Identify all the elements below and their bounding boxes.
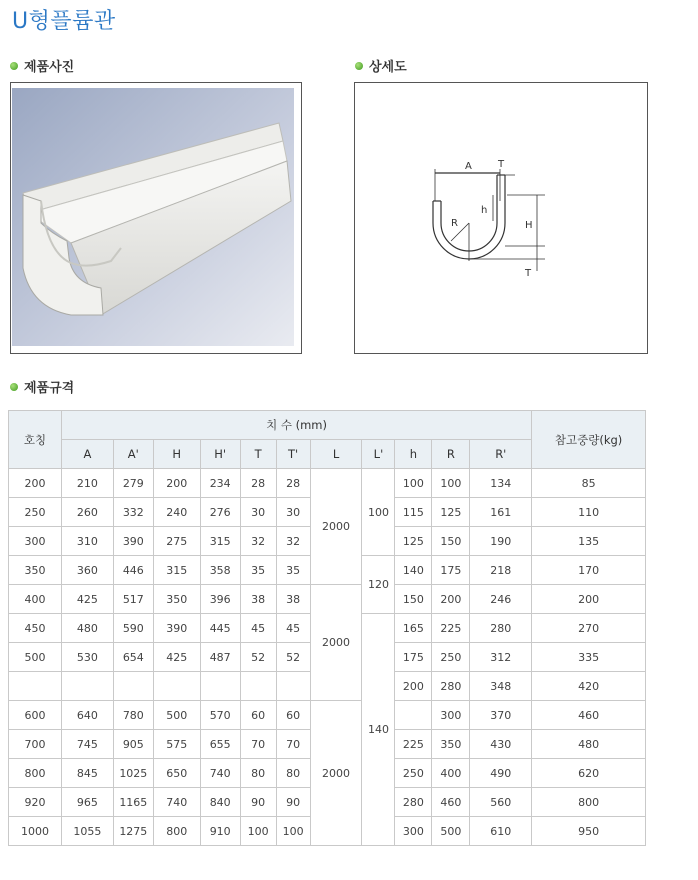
cell-nominal: 450 [9, 614, 62, 643]
cell-r: 100 [432, 469, 470, 498]
cell-h-prime: 655 [200, 730, 240, 759]
cell-h-prime: 487 [200, 643, 240, 672]
cell-t-prime: 32 [276, 527, 310, 556]
cell-h: 315 [153, 556, 200, 585]
cell-nominal: 400 [9, 585, 62, 614]
cell-r: 280 [432, 672, 470, 701]
header-a-prime: A' [113, 440, 153, 469]
cell-t-prime: 45 [276, 614, 310, 643]
page-title: U형플륨관 [12, 9, 116, 34]
cell-l-merged: 2000 [310, 701, 362, 846]
cell-nominal: 300 [9, 527, 62, 556]
cell-t: 52 [240, 643, 276, 672]
cell-weight: 170 [532, 556, 646, 585]
cell-t: 80 [240, 759, 276, 788]
cell-t-prime: 60 [276, 701, 310, 730]
diagram-label-h-small: h [481, 205, 488, 216]
cell-h-small: 165 [395, 614, 432, 643]
cell-t: 45 [240, 614, 276, 643]
cell-r-prime: 430 [470, 730, 532, 759]
cell-t: 35 [240, 556, 276, 585]
cell-t-prime: 80 [276, 759, 310, 788]
cell-nominal: 200 [9, 469, 62, 498]
bullet-icon [10, 383, 18, 391]
cell-h-small: 200 [395, 672, 432, 701]
cell-r-prime: 134 [470, 469, 532, 498]
cell-t-prime [276, 672, 310, 701]
cell-r-prime: 280 [470, 614, 532, 643]
cell-r: 300 [432, 701, 470, 730]
header-h-small: h [395, 440, 432, 469]
cell-a-prime: 780 [113, 701, 153, 730]
header-t-prime: T' [276, 440, 310, 469]
cell-t [240, 672, 276, 701]
cell-nominal: 700 [9, 730, 62, 759]
cell-weight: 460 [532, 701, 646, 730]
cell-h-small: 250 [395, 759, 432, 788]
cell-a-prime: 1165 [113, 788, 153, 817]
cell-weight: 85 [532, 469, 646, 498]
cell-weight: 110 [532, 498, 646, 527]
cell-h: 350 [153, 585, 200, 614]
cell-h-small: 100 [395, 469, 432, 498]
section-heading-spec [10, 377, 74, 396]
bullet-icon [355, 62, 363, 70]
header-r-prime: R' [470, 440, 532, 469]
section-heading-detail [355, 56, 407, 75]
cell-a [61, 672, 113, 701]
cell-l-merged: 2000 [310, 469, 362, 585]
cell-l-prime-merged: 120 [362, 556, 395, 614]
cell-a-prime: 390 [113, 527, 153, 556]
cell-h-small: 125 [395, 527, 432, 556]
cell-a-prime: 1275 [113, 817, 153, 846]
cell-r: 460 [432, 788, 470, 817]
product-photo-frame [10, 82, 302, 354]
cell-nominal: 1000 [9, 817, 62, 846]
header-weight: 참고중량(kg) [532, 411, 646, 469]
cell-r: 150 [432, 527, 470, 556]
header-dimensions: 치 수 (mm) [61, 411, 531, 440]
cell-nominal: 250 [9, 498, 62, 527]
cell-h: 800 [153, 817, 200, 846]
cell-r: 225 [432, 614, 470, 643]
cell-t: 30 [240, 498, 276, 527]
cell-h-small: 150 [395, 585, 432, 614]
cell-a-prime: 332 [113, 498, 153, 527]
cell-t-prime: 38 [276, 585, 310, 614]
cell-h-small: 115 [395, 498, 432, 527]
cell-h-prime: 910 [200, 817, 240, 846]
cell-r-prime: 348 [470, 672, 532, 701]
cell-a: 480 [61, 614, 113, 643]
section-heading-photo [10, 56, 74, 75]
diagram-label-t-bottom: T [525, 268, 532, 279]
cell-t-prime: 52 [276, 643, 310, 672]
cell-weight: 420 [532, 672, 646, 701]
cell-h-small: 140 [395, 556, 432, 585]
cell-a: 425 [61, 585, 113, 614]
cell-a: 530 [61, 643, 113, 672]
cell-h-small: 300 [395, 817, 432, 846]
cell-nominal: 350 [9, 556, 62, 585]
cell-t: 38 [240, 585, 276, 614]
cell-l-prime-merged: 100 [362, 469, 395, 556]
cell-l-prime-merged: 140 [362, 614, 395, 846]
diagram-label-a: A [465, 161, 472, 172]
cell-a: 965 [61, 788, 113, 817]
header-l-prime: L' [362, 440, 395, 469]
cell-weight: 335 [532, 643, 646, 672]
cell-h: 425 [153, 643, 200, 672]
cell-h: 275 [153, 527, 200, 556]
cell-h-prime: 396 [200, 585, 240, 614]
cell-weight: 480 [532, 730, 646, 759]
cell-r: 350 [432, 730, 470, 759]
cell-weight: 800 [532, 788, 646, 817]
diagram-label-t-top: T [498, 159, 505, 170]
cell-weight: 620 [532, 759, 646, 788]
cell-h-prime: 276 [200, 498, 240, 527]
cell-a-prime: 905 [113, 730, 153, 759]
cell-r-prime: 490 [470, 759, 532, 788]
cell-nominal [9, 672, 62, 701]
spec-table [8, 410, 646, 846]
header-nominal: 호칭 [9, 411, 62, 469]
cell-h-prime: 570 [200, 701, 240, 730]
table-row [9, 701, 646, 730]
cell-r: 400 [432, 759, 470, 788]
header-h: H [153, 440, 200, 469]
cell-h-small: 280 [395, 788, 432, 817]
cell-h-small: 225 [395, 730, 432, 759]
cell-h-small: 175 [395, 643, 432, 672]
cell-r: 200 [432, 585, 470, 614]
section-detail-label: 상세도 [369, 60, 407, 75]
cell-h-prime [200, 672, 240, 701]
cell-a: 745 [61, 730, 113, 759]
cell-r-prime: 312 [470, 643, 532, 672]
cell-a: 260 [61, 498, 113, 527]
cell-h-prime: 740 [200, 759, 240, 788]
cell-r-prime: 161 [470, 498, 532, 527]
header-t: T [240, 440, 276, 469]
cell-r-prime: 370 [470, 701, 532, 730]
cell-t: 70 [240, 730, 276, 759]
diagram-label-h-big: H [525, 220, 533, 231]
product-photo [11, 83, 301, 353]
cell-h: 575 [153, 730, 200, 759]
cell-weight: 200 [532, 585, 646, 614]
cell-t: 90 [240, 788, 276, 817]
cell-a: 845 [61, 759, 113, 788]
cell-t-prime: 30 [276, 498, 310, 527]
cell-r: 175 [432, 556, 470, 585]
section-photo-label: 제품사진 [24, 60, 75, 75]
table-row [9, 469, 646, 498]
cell-h: 740 [153, 788, 200, 817]
bullet-icon [10, 62, 18, 70]
cell-h: 200 [153, 469, 200, 498]
cell-r: 250 [432, 643, 470, 672]
cell-h-prime: 315 [200, 527, 240, 556]
cell-r-prime: 560 [470, 788, 532, 817]
header-a: A [61, 440, 113, 469]
cell-a-prime: 590 [113, 614, 153, 643]
cell-r-prime: 190 [470, 527, 532, 556]
diagram-label-r: R [451, 218, 458, 229]
header-r: R [432, 440, 470, 469]
cell-a: 1055 [61, 817, 113, 846]
cell-a-prime: 1025 [113, 759, 153, 788]
cell-h [153, 672, 200, 701]
cell-l-merged: 2000 [310, 585, 362, 701]
cell-r: 125 [432, 498, 470, 527]
cell-weight: 270 [532, 614, 646, 643]
cell-t-prime: 35 [276, 556, 310, 585]
cell-t-prime: 100 [276, 817, 310, 846]
cell-h: 500 [153, 701, 200, 730]
cell-t-prime: 28 [276, 469, 310, 498]
cell-nominal: 920 [9, 788, 62, 817]
cell-a-prime: 517 [113, 585, 153, 614]
cell-nominal: 600 [9, 701, 62, 730]
cell-h-prime: 234 [200, 469, 240, 498]
cell-r: 500 [432, 817, 470, 846]
cell-a: 640 [61, 701, 113, 730]
cell-a: 360 [61, 556, 113, 585]
cell-t: 60 [240, 701, 276, 730]
cell-t: 32 [240, 527, 276, 556]
cell-a-prime: 654 [113, 643, 153, 672]
cell-r-prime: 246 [470, 585, 532, 614]
section-spec-label: 제품규격 [24, 381, 75, 396]
cell-nominal: 800 [9, 759, 62, 788]
cell-h: 390 [153, 614, 200, 643]
cell-t-prime: 90 [276, 788, 310, 817]
cell-h-prime: 445 [200, 614, 240, 643]
cell-a: 310 [61, 527, 113, 556]
header-h-prime: H' [200, 440, 240, 469]
cell-a-prime: 279 [113, 469, 153, 498]
detail-drawing [355, 83, 647, 353]
cell-h: 650 [153, 759, 200, 788]
cell-t: 100 [240, 817, 276, 846]
cell-t: 28 [240, 469, 276, 498]
cell-a-prime [113, 672, 153, 701]
cell-t-prime: 70 [276, 730, 310, 759]
cell-weight: 135 [532, 527, 646, 556]
cell-h-prime: 840 [200, 788, 240, 817]
cell-r-prime: 610 [470, 817, 532, 846]
cell-h-small [395, 701, 432, 730]
header-l: L [310, 440, 362, 469]
detail-drawing-frame [354, 82, 648, 354]
cell-a-prime: 446 [113, 556, 153, 585]
table-row [9, 585, 646, 614]
cell-r-prime: 218 [470, 556, 532, 585]
cell-nominal: 500 [9, 643, 62, 672]
cell-weight: 950 [532, 817, 646, 846]
cell-a: 210 [61, 469, 113, 498]
cell-h-prime: 358 [200, 556, 240, 585]
cell-h: 240 [153, 498, 200, 527]
